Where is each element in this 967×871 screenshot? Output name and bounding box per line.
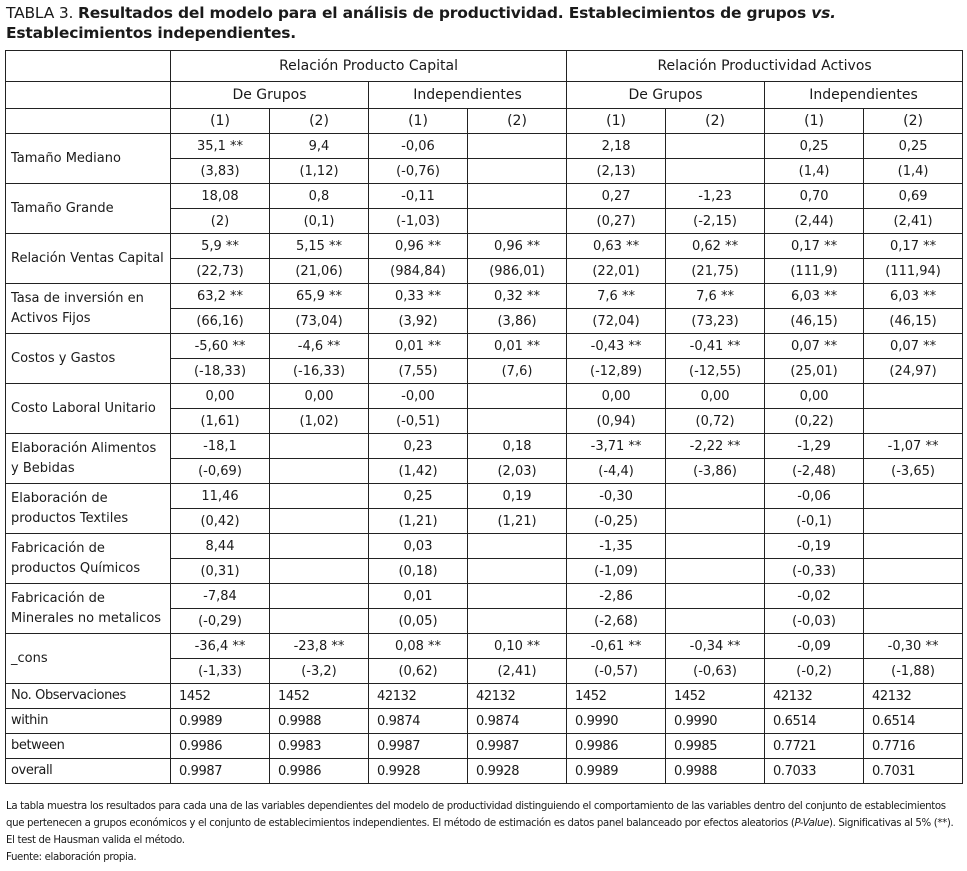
table-row-coef [6, 534, 963, 559]
test-statistic-cell: (0,62) [369, 659, 468, 684]
summary-value: 1452 [270, 684, 369, 709]
coefficient-cell: -5,60 ** [171, 334, 270, 359]
header-model: (2) [468, 109, 567, 134]
test-statistic-cell [864, 559, 963, 584]
coefficient-cell: -0,11 [369, 184, 468, 209]
test-statistic-cell [468, 159, 567, 184]
coefficient-cell: -0,00 [369, 384, 468, 409]
summary-value: 1452 [666, 684, 765, 709]
summary-label: within [6, 709, 171, 734]
caption-text: Resultados del modelo para el análisis de productividad. Establecimientos de grupos [77, 4, 807, 22]
coefficient-cell: 0,07 ** [864, 334, 963, 359]
header-subgroup: De Grupos [171, 82, 369, 109]
test-statistic-cell [270, 609, 369, 634]
coefficient-cell: -1,23 [666, 184, 765, 209]
coefficient-cell: 63,2 ** [171, 284, 270, 309]
coefficient-cell [666, 584, 765, 609]
table-row-coef [6, 284, 963, 309]
coefficient-cell: 0,96 ** [468, 234, 567, 259]
coefficient-cell: 5,9 ** [171, 234, 270, 259]
coefficient-cell: -23,8 ** [270, 634, 369, 659]
coefficient-cell: 0,00 [171, 384, 270, 409]
coefficient-cell: 6,03 ** [864, 284, 963, 309]
coefficient-cell [666, 134, 765, 159]
test-statistic-cell: (986,01) [468, 259, 567, 284]
coefficient-cell: 0,63 ** [567, 234, 666, 259]
coefficient-cell: 0,69 [864, 184, 963, 209]
summary-value: 0.7031 [864, 759, 963, 784]
test-statistic-cell: (-3,86) [666, 459, 765, 484]
test-statistic-cell: (-12,55) [666, 359, 765, 384]
summary-value: 0.9986 [567, 734, 666, 759]
coefficient-cell: -18,1 [171, 434, 270, 459]
coefficient-cell: 5,15 ** [270, 234, 369, 259]
summary-value: 0.9928 [369, 759, 468, 784]
test-statistic-cell: (2) [171, 209, 270, 234]
summary-value: 0.9928 [468, 759, 567, 784]
test-statistic-cell: (111,9) [765, 259, 864, 284]
header-model: (2) [864, 109, 963, 134]
coefficient-cell: -3,71 ** [567, 434, 666, 459]
coefficient-cell: 0,19 [468, 484, 567, 509]
empty-header-cell [6, 109, 171, 134]
coefficient-cell: 0,00 [666, 384, 765, 409]
summary-value: 0.9986 [270, 759, 369, 784]
coefficient-cell: 7,6 ** [666, 284, 765, 309]
coefficient-cell [270, 534, 369, 559]
test-statistic-cell: (-1,03) [369, 209, 468, 234]
test-statistic-cell: (3,92) [369, 309, 468, 334]
table-row-coef [6, 634, 963, 659]
test-statistic-cell: (0,31) [171, 559, 270, 584]
coefficient-cell: -0,61 ** [567, 634, 666, 659]
test-statistic-cell: (2,13) [567, 159, 666, 184]
summary-label: between [6, 734, 171, 759]
header-row-subgroups [6, 82, 963, 109]
coefficient-cell: -2,22 ** [666, 434, 765, 459]
variable-label: Costo Laboral Unitario [6, 384, 171, 434]
header-productividad-activos: Relación Productividad Activos [567, 51, 963, 82]
test-statistic-cell: (1,12) [270, 159, 369, 184]
test-statistic-cell: (2,41) [468, 659, 567, 684]
variable-label: Tamaño Mediano [6, 134, 171, 184]
summary-value: 0.9986 [171, 734, 270, 759]
test-statistic-cell: (-3,65) [864, 459, 963, 484]
header-model: (2) [666, 109, 765, 134]
test-statistic-cell: (3,83) [171, 159, 270, 184]
test-statistic-cell: (-1,09) [567, 559, 666, 584]
test-statistic-cell: (984,84) [369, 259, 468, 284]
variable-label: Tamaño Grande [6, 184, 171, 234]
coefficient-cell: 0,07 ** [765, 334, 864, 359]
test-statistic-cell: (2,41) [864, 209, 963, 234]
header-subgroup: Independientes [369, 82, 567, 109]
test-statistic-cell: (25,01) [765, 359, 864, 384]
test-statistic-cell: (7,55) [369, 359, 468, 384]
coefficient-cell: 7,6 ** [567, 284, 666, 309]
summary-row [6, 759, 963, 784]
summary-value: 0.9989 [567, 759, 666, 784]
summary-value: 1452 [567, 684, 666, 709]
coefficient-cell: 6,03 ** [765, 284, 864, 309]
test-statistic-cell: (0,1) [270, 209, 369, 234]
test-statistic-cell [270, 459, 369, 484]
test-statistic-cell: (-1,33) [171, 659, 270, 684]
summary-value: 0.7716 [864, 734, 963, 759]
coefficient-cell: 0,00 [567, 384, 666, 409]
test-statistic-cell: (1,4) [765, 159, 864, 184]
summary-value: 0.6514 [765, 709, 864, 734]
summary-value: 42132 [468, 684, 567, 709]
summary-value: 0.9988 [270, 709, 369, 734]
test-statistic-cell [666, 609, 765, 634]
coefficient-cell: 0,17 ** [765, 234, 864, 259]
summary-label: overall [6, 759, 171, 784]
variable-label: Fabricación de productos Químicos [6, 534, 171, 584]
test-statistic-cell: (-18,33) [171, 359, 270, 384]
test-statistic-cell: (-0,33) [765, 559, 864, 584]
test-statistic-cell: (46,15) [765, 309, 864, 334]
coefficient-cell: 11,46 [171, 484, 270, 509]
header-model: (1) [369, 109, 468, 134]
coefficient-cell: 8,44 [171, 534, 270, 559]
test-statistic-cell: (22,01) [567, 259, 666, 284]
table-number: TABLA 3. [6, 4, 74, 22]
test-statistic-cell: (111,94) [864, 259, 963, 284]
test-statistic-cell: (1,02) [270, 409, 369, 434]
coefficient-cell: 0,18 [468, 434, 567, 459]
coefficient-cell: 0,25 [864, 134, 963, 159]
footnote-source: Fuente: elaboración propia. [6, 852, 137, 863]
test-statistic-cell [666, 509, 765, 534]
summary-value: 0.9990 [567, 709, 666, 734]
header-subgroup: Independientes [765, 82, 963, 109]
test-statistic-cell [468, 609, 567, 634]
coefficient-cell [270, 434, 369, 459]
coefficient-cell: 0,70 [765, 184, 864, 209]
coefficient-cell: 0,00 [270, 384, 369, 409]
summary-value: 0.9989 [171, 709, 270, 734]
test-statistic-cell: (-0,2) [765, 659, 864, 684]
test-statistic-cell: (-0,25) [567, 509, 666, 534]
variable-label: Relación Ventas Capital [6, 234, 171, 284]
test-statistic-cell: (73,04) [270, 309, 369, 334]
test-statistic-cell: (-0,69) [171, 459, 270, 484]
coefficient-cell: -0,30 ** [864, 634, 963, 659]
caption-text-2: Establecimientos independientes. [6, 24, 296, 42]
summary-value: 0.9987 [369, 734, 468, 759]
test-statistic-cell: (1,21) [369, 509, 468, 534]
coefficient-cell: 0,33 ** [369, 284, 468, 309]
summary-value: 0.9990 [666, 709, 765, 734]
header-model: (2) [270, 109, 369, 134]
coefficient-cell: -0,09 [765, 634, 864, 659]
test-statistic-cell: (1,61) [171, 409, 270, 434]
coefficient-cell: -0,06 [765, 484, 864, 509]
coefficient-cell [468, 584, 567, 609]
variable-label: Costos y Gastos [6, 334, 171, 384]
test-statistic-cell: (1,4) [864, 159, 963, 184]
coefficient-cell: 18,08 [171, 184, 270, 209]
footnote-text [6, 798, 961, 849]
coefficient-cell: -0,43 ** [567, 334, 666, 359]
coefficient-cell [468, 134, 567, 159]
coefficient-cell: -1,35 [567, 534, 666, 559]
test-statistic-cell: (-0,76) [369, 159, 468, 184]
empty-header-cell [6, 82, 171, 109]
footnote-text-2: ). Significativas al 5% (**). El test de Hausman valida el método. [6, 818, 954, 846]
summary-value: 0.9987 [171, 759, 270, 784]
coefficient-cell: -0,30 [567, 484, 666, 509]
test-statistic-cell: (1,21) [468, 509, 567, 534]
coefficient-cell: 0,08 ** [369, 634, 468, 659]
summary-value: 0.9985 [666, 734, 765, 759]
coefficient-cell: -0,34 ** [666, 634, 765, 659]
coefficient-cell: -36,4 ** [171, 634, 270, 659]
test-statistic-cell: (2,03) [468, 459, 567, 484]
test-statistic-cell: (72,04) [567, 309, 666, 334]
test-statistic-cell [468, 559, 567, 584]
table-row-coef [6, 484, 963, 509]
test-statistic-cell: (-2,48) [765, 459, 864, 484]
test-statistic-cell [270, 509, 369, 534]
test-statistic-cell [864, 509, 963, 534]
coefficient-cell: 0,17 ** [864, 234, 963, 259]
summary-row [6, 734, 963, 759]
coefficient-cell [864, 534, 963, 559]
test-statistic-cell: (1,42) [369, 459, 468, 484]
summary-value: 0.9874 [468, 709, 567, 734]
test-statistic-cell: (0,42) [171, 509, 270, 534]
test-statistic-cell: (46,15) [864, 309, 963, 334]
coefficient-cell: 0,32 ** [468, 284, 567, 309]
coefficient-cell: 2,18 [567, 134, 666, 159]
header-model: (1) [765, 109, 864, 134]
table-row-coef [6, 434, 963, 459]
coefficient-cell: -7,84 [171, 584, 270, 609]
coefficient-cell: 0,8 [270, 184, 369, 209]
table-row-coef [6, 384, 963, 409]
coefficient-cell [468, 384, 567, 409]
summary-value: 0.9988 [666, 759, 765, 784]
coefficient-cell: 0,03 [369, 534, 468, 559]
summary-value: 0.9987 [468, 734, 567, 759]
coefficient-cell [864, 384, 963, 409]
table-row-coef [6, 234, 963, 259]
test-statistic-cell: (22,73) [171, 259, 270, 284]
test-statistic-cell: (21,75) [666, 259, 765, 284]
coefficient-cell: 0,25 [765, 134, 864, 159]
summary-value: 0.7721 [765, 734, 864, 759]
test-statistic-cell: (73,23) [666, 309, 765, 334]
test-statistic-cell: (0,22) [765, 409, 864, 434]
test-statistic-cell [468, 209, 567, 234]
table-title [6, 3, 956, 43]
coefficient-cell: 0,01 ** [369, 334, 468, 359]
table-caption [6, 4, 836, 42]
footnote-text-1: La tabla muestra los resultados para cada una de las variables dependientes del modelo de productividad distinguiendo el comportamiento de las variables dentro del conjunto de establecimientos que pertenecen a grupos económicos y el conjunto de establecimientos independientes. El método de estimación es datos panel balanceado por efectos aleatorios ( [6, 801, 946, 829]
variable-label: Elaboración Alimentos y Bebidas [6, 434, 171, 484]
coefficient-cell [270, 484, 369, 509]
test-statistic-cell: (-0,57) [567, 659, 666, 684]
test-statistic-cell: (0,05) [369, 609, 468, 634]
test-statistic-cell: (0,94) [567, 409, 666, 434]
results-table [5, 50, 963, 784]
coefficient-cell [666, 534, 765, 559]
coefficient-cell: -0,06 [369, 134, 468, 159]
table-row-coef [6, 584, 963, 609]
test-statistic-cell: (-0,03) [765, 609, 864, 634]
coefficient-cell [864, 484, 963, 509]
test-statistic-cell [666, 159, 765, 184]
test-statistic-cell: (2,44) [765, 209, 864, 234]
summary-label: No. Observaciones [6, 684, 171, 709]
test-statistic-cell: (0,72) [666, 409, 765, 434]
coefficient-cell: 65,9 ** [270, 284, 369, 309]
caption-vs: vs. [811, 4, 836, 22]
header-producto-capital: Relación Producto Capital [171, 51, 567, 82]
coefficient-cell: -1,07 ** [864, 434, 963, 459]
summary-row [6, 709, 963, 734]
test-statistic-cell: (-0,1) [765, 509, 864, 534]
variable-label: _cons [6, 634, 171, 684]
summary-value: 42132 [765, 684, 864, 709]
coefficient-cell: 0,27 [567, 184, 666, 209]
summary-value: 0.7033 [765, 759, 864, 784]
summary-value: 0.9983 [270, 734, 369, 759]
coefficient-cell: 0,96 ** [369, 234, 468, 259]
coefficient-cell: 0,25 [369, 484, 468, 509]
test-statistic-cell: (21,06) [270, 259, 369, 284]
header-model: (1) [567, 109, 666, 134]
test-statistic-cell: (-4,4) [567, 459, 666, 484]
test-statistic-cell: (-1,88) [864, 659, 963, 684]
test-statistic-cell: (-0,51) [369, 409, 468, 434]
header-row-models [6, 109, 963, 134]
variable-label: Tasa de inversión en Activos Fijos [6, 284, 171, 334]
summary-value: 42132 [864, 684, 963, 709]
test-statistic-cell: (-3,2) [270, 659, 369, 684]
test-statistic-cell [864, 609, 963, 634]
test-statistic-cell [270, 559, 369, 584]
test-statistic-cell: (-16,33) [270, 359, 369, 384]
coefficient-cell: -1,29 [765, 434, 864, 459]
coefficient-cell [468, 534, 567, 559]
coefficient-cell: 0,10 ** [468, 634, 567, 659]
summary-value: 1452 [171, 684, 270, 709]
table-row-coef [6, 184, 963, 209]
coefficient-cell: 0,01 [369, 584, 468, 609]
coefficient-cell: 0,01 ** [468, 334, 567, 359]
test-statistic-cell: (0,18) [369, 559, 468, 584]
test-statistic-cell [864, 409, 963, 434]
coefficient-cell: 9,4 [270, 134, 369, 159]
coefficient-cell: -4,6 ** [270, 334, 369, 359]
coefficient-cell [468, 184, 567, 209]
summary-value: 0.6514 [864, 709, 963, 734]
test-statistic-cell: (-2,15) [666, 209, 765, 234]
coefficient-cell: 0,23 [369, 434, 468, 459]
empty-header-cell [6, 51, 171, 82]
coefficient-cell: -0,02 [765, 584, 864, 609]
test-statistic-cell [468, 409, 567, 434]
table-row-coef [6, 134, 963, 159]
coefficient-cell: -0,19 [765, 534, 864, 559]
footnote [6, 798, 961, 866]
header-model: (1) [171, 109, 270, 134]
table-row-coef [6, 334, 963, 359]
header-row-groups [6, 51, 963, 82]
summary-row [6, 684, 963, 709]
test-statistic-cell: (0,27) [567, 209, 666, 234]
summary-value: 42132 [369, 684, 468, 709]
footnote-pvalue: P-Value [794, 818, 830, 829]
variable-label: Fabricación de Minerales no metalicos [6, 584, 171, 634]
test-statistic-cell: (3,86) [468, 309, 567, 334]
coefficient-cell: -0,41 ** [666, 334, 765, 359]
coefficient-cell: 0,00 [765, 384, 864, 409]
test-statistic-cell: (66,16) [171, 309, 270, 334]
coefficient-cell: 0,62 ** [666, 234, 765, 259]
summary-value: 0.9874 [369, 709, 468, 734]
coefficient-cell [666, 484, 765, 509]
test-statistic-cell: (7,6) [468, 359, 567, 384]
variable-label: Elaboración de productos Textiles [6, 484, 171, 534]
header-subgroup: De Grupos [567, 82, 765, 109]
coefficient-cell: -2,86 [567, 584, 666, 609]
test-statistic-cell [666, 559, 765, 584]
test-statistic-cell: (-2,68) [567, 609, 666, 634]
test-statistic-cell: (24,97) [864, 359, 963, 384]
coefficient-cell [864, 584, 963, 609]
test-statistic-cell: (-0,63) [666, 659, 765, 684]
coefficient-cell: 35,1 ** [171, 134, 270, 159]
coefficient-cell [270, 584, 369, 609]
test-statistic-cell: (-12,89) [567, 359, 666, 384]
test-statistic-cell: (-0,29) [171, 609, 270, 634]
